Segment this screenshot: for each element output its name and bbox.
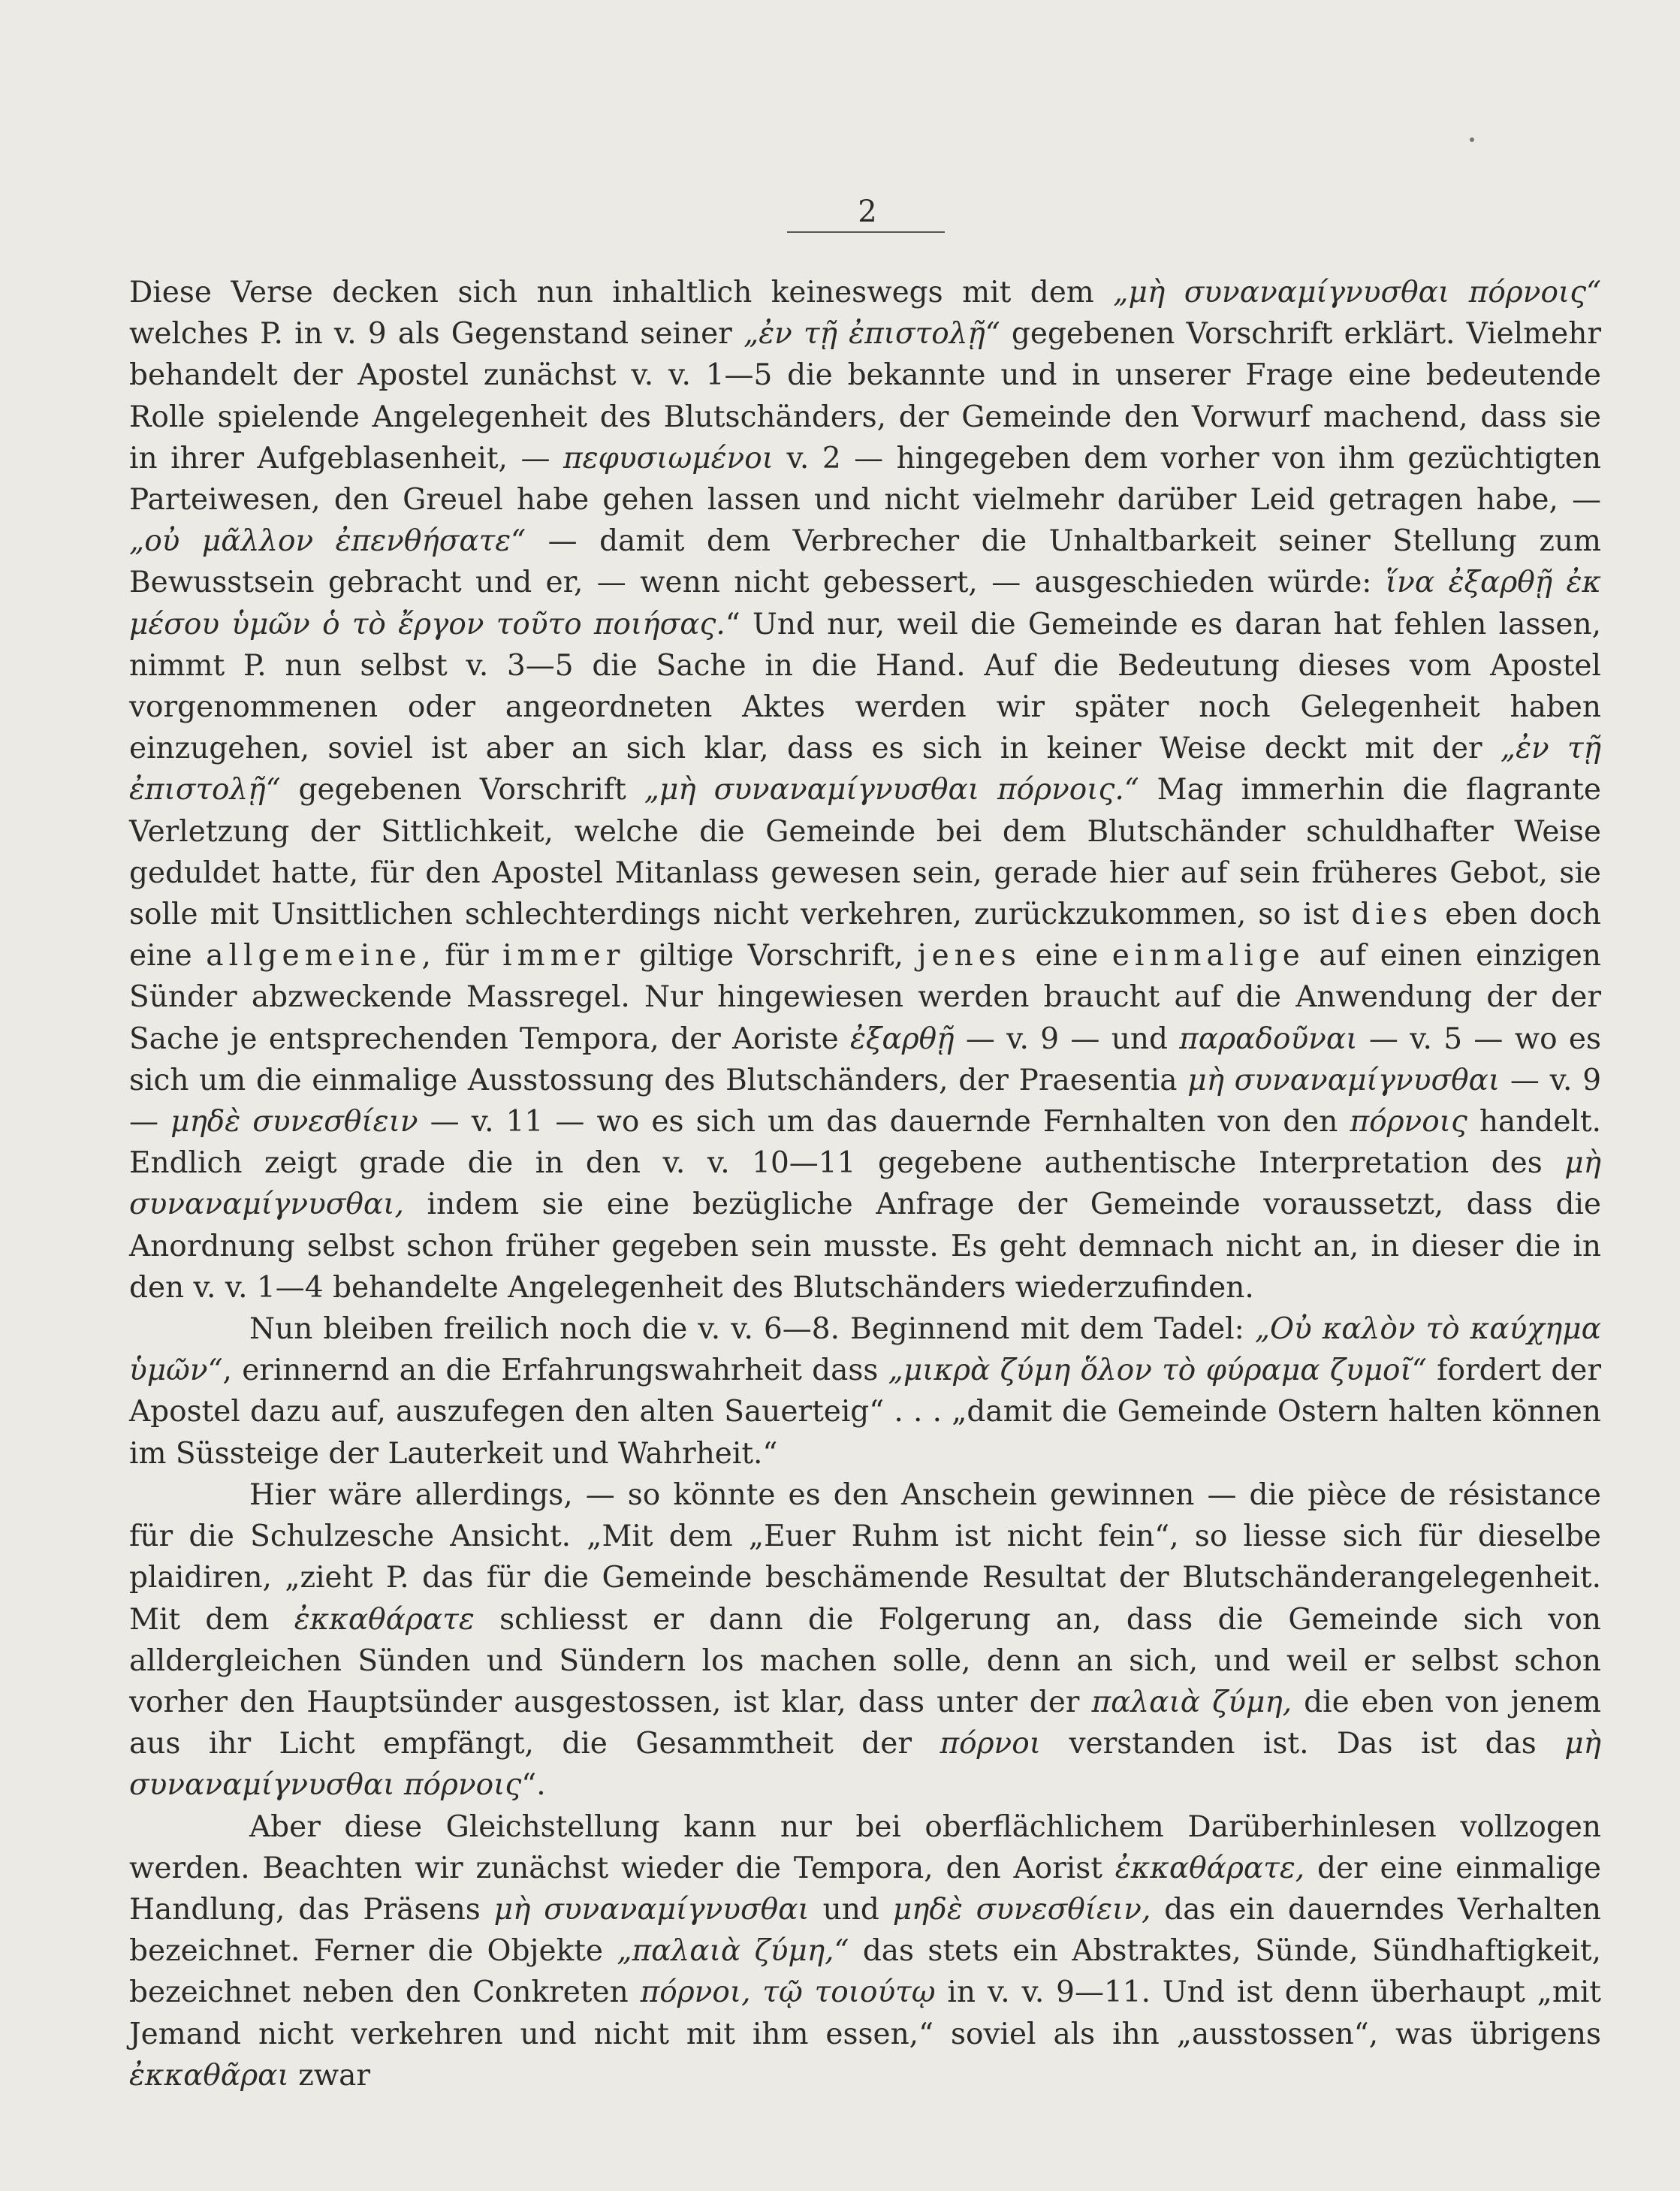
- greek-quote: μὴ συναναμίγνυσθαι πόρνοις: [129, 1727, 1601, 1803]
- text-run: eben doch eine: [129, 898, 1601, 973]
- text-run: gegebenen Vorschrift: [280, 773, 644, 807]
- text-run: — v. 9 —: [129, 1063, 1602, 1139]
- greek-quote: παραδοῦναι: [1179, 1022, 1358, 1056]
- text-run: und: [809, 1892, 893, 1927]
- greek-quote: „μὴ συναναμίγνυσθαι πόρνοις“: [1113, 276, 1601, 309]
- greek-quote: „παλαιὰ ζύμη,“: [617, 1934, 849, 1969]
- body-text: [129, 272, 1601, 2096]
- greek-quote: ἐκκαθάρατε: [294, 1602, 475, 1637]
- greek-quote: „ἐν τῇ ἐπιστολῇ“: [743, 317, 1000, 352]
- greek-quote: μηδὲ συνεσθίειν,: [892, 1892, 1151, 1927]
- text-run: eine: [1021, 939, 1112, 973]
- text-run: welches P. in v. 9 als Gegenstand seiner: [129, 317, 744, 352]
- text-run: schliesst er dann die Folgerung an, dass die Gemeinde sich von alldergleichen Sünden und Sündern los machen solle, denn an sich, und weil er selbst schon vorher den Hauptsünder ausgestossen, ist klar, dass unter der: [129, 1602, 1601, 1719]
- greek-quote: μὴ συναναμίγνυσθαι: [493, 1892, 810, 1927]
- page-number: 2: [858, 195, 877, 229]
- text-run: “ Und nur, weil die Gemeinde es daran hat fehlen lassen, nimmt P. nun selbst v. 3—5 die Sache in die Hand. Auf die Bedeutung dieses vom Apostel vorgenommenen oder angeordneten Aktes werden wir später noch Gelegenheit haben einzugehen, soviel ist aber an sich klar, dass es sich in keiner Weise deckt mit der: [129, 607, 1601, 766]
- greek-quote: ἐκκαθάρατε,: [1114, 1851, 1305, 1885]
- text-run: auf einen einzigen Sünder abzweckende Massregel. Nur hingewiesen werden braucht auf die Anwendung der der Sache je entsprechenden Tempora, der Aoriste: [129, 939, 1602, 1056]
- spaced-emphasis: allgemeine: [206, 939, 422, 973]
- text-run: in v. v. 9—11. Und ist denn überhaupt „mit Jemand nicht verkehren und nicht mit ihm essen,“ soviel als ihn „ausstossen“, was übrigens: [129, 1975, 1601, 2051]
- greek-quote: πόρνοι, τῷ τοιούτῳ: [640, 1975, 936, 2010]
- text-run: v. 2 — hingegeben dem vorher von ihm gezüchtigten Parteiwesen, den Greuel habe gehen lassen und nicht vielmehr darüber Leid getragen habe, —: [129, 441, 1601, 518]
- text-run: , erinnernd an die Erfahrungswahrheit dass: [222, 1354, 888, 1388]
- text-run: giltige Vorschrift,: [625, 939, 918, 973]
- greek-quote: ἐκκαθᾶραι: [129, 2058, 289, 2093]
- greek-quote: πόρνοις: [1350, 1105, 1467, 1139]
- text-run: verstanden ist. Das ist das: [1041, 1727, 1565, 1761]
- text-run: gegebenen Vorschrift erklärt. Vielmehr behandelt der Apostel zunächst v. v. 1—5 die bekannte und in unserer Frage eine bedeutende Rolle spielende Angelegenheit des Blutschänders, der Gemeinde den Vorwurf machend, dass sie in ihrer Aufgeblasenheit, —: [129, 317, 1601, 475]
- text-run: das stets ein Abstraktes, Sünde, Sündhaftigkeit, bezeichnet neben den Conkreten: [129, 1934, 1601, 2010]
- paragraph: [129, 272, 1601, 1308]
- text-run: Aber diese Gleichstellung kann nur bei oberflächlichem Darüberhinlesen vollzogen werden. Beachten wir zunächst wieder die Tempora, den Aorist: [129, 1809, 1601, 1885]
- greek-quote: πόρνοι: [940, 1727, 1041, 1761]
- greek-quote: μὴ συναναμίγνυσθαι: [1187, 1063, 1501, 1097]
- text-run: handelt. Endlich zeigt grade die in den v. v. 10—11 gegebene authentische Interpretation des: [129, 1105, 1601, 1181]
- paragraph: [129, 1806, 1601, 2096]
- greek-quote: „μικρὰ ζύμη ὅλον τὸ φύραμα ζυμοῖ“: [888, 1354, 1427, 1388]
- text-run: indem sie eine bezügliche Anfrage der Gemeinde voraussetzt, dass die Anordnung selbst schon früher gegeben sein musste. Es geht demnach nicht an, in dieser die in den v. v. 1—4 behandelte Angelegenheit des Blutschänders wiederzufinden.: [129, 1188, 1601, 1305]
- text-run: der eine einmalige Handlung, das Präsens: [129, 1851, 1602, 1927]
- greek-quote: „μὴ συναναμίγνυσθαι πόρνοις.“: [644, 773, 1139, 807]
- greek-quote: ἐξαρθῇ: [849, 1022, 955, 1056]
- text-run: Mag immerhin die flagrante Verletzung der Sittlichkeit, welche die Gemeinde bei dem Blutschänder schuldhafter Weise geduldet hatte, für den Apostel Mitanlass gewesen sein, gerade hier auf sein früheres Gebot, sie solle mit Unsittlichen schlechterdings nicht verkehren, zurückzukommen, so ist: [129, 773, 1601, 932]
- text-run: “.: [521, 1768, 546, 1803]
- header-rule: [787, 231, 945, 233]
- ink-speck: [1470, 137, 1474, 142]
- text-run: — damit dem Verbrecher die Unhaltbarkeit seiner Stellung zum Bewusstsein gebracht und er, — wenn nicht gebessert, — ausgeschieden würde:: [129, 524, 1601, 600]
- text-run: zwar: [288, 2058, 371, 2093]
- text-run: Nun bleiben freilich noch die v. v. 6—8. Beginnend mit dem Tadel:: [249, 1312, 1255, 1347]
- text-run: fordert der Apostel dazu auf, auszufegen den alten Sauerteig“ . . . „damit die Gemeinde Ostern halten können im Süssteige der Lauterkeit und Wahrheit.“: [129, 1354, 1602, 1471]
- greek-quote: „οὐ μᾶλλον ἐπενθήσατε“: [129, 524, 526, 559]
- greek-quote: ἵνα ἐξαρθῇ ἐκ μέσου ὑμῶν ὁ τὸ ἔργον τοῦτο ποιήσας.: [129, 566, 1601, 641]
- spaced-emphasis: immer: [502, 939, 626, 973]
- text-run: Diese Verse decken sich nun inhaltlich keineswegs mit dem: [129, 276, 1114, 309]
- paragraph: [129, 1308, 1601, 1474]
- spaced-emphasis: einmalige: [1111, 939, 1305, 973]
- text-run: — v. 11 — wo es sich um das dauernde Fernhalten von den: [418, 1105, 1350, 1139]
- text-run: die eben von jenem aus ihr Licht empfängt, die Gesammtheit der: [129, 1685, 1601, 1761]
- greek-quote: μηδὲ συνεσθίειν: [170, 1105, 418, 1139]
- text-run: das ein dauerndes Verhalten bezeichnet. Ferner die Objekte: [129, 1892, 1602, 1969]
- text-run: — v. 9 — und: [954, 1022, 1180, 1056]
- greek-quote: μὴ συναναμίγνυσθαι,: [129, 1146, 1601, 1222]
- text-run: Hier wäre allerdings, — so könnte es den Anschein gewinnen — die pièce de résistance für die Schulzesche Ansicht. „Mit dem „Euer Ruhm ist nicht fein“, so liesse sich für dieselbe plaidiren, „zieht P. das für die Gemeinde beschämende Resultat der Blutschänderangelegenheit. Mit dem: [129, 1477, 1601, 1637]
- spaced-emphasis: dies: [1351, 898, 1434, 932]
- paragraph: [129, 1474, 1601, 1806]
- text-run: , für: [421, 939, 503, 973]
- greek-quote: πεφυσιωμένοι: [563, 441, 774, 475]
- spaced-emphasis: jenes: [917, 939, 1021, 973]
- greek-quote: „Οὐ καλὸν τὸ καύχημα ὑμῶν“: [129, 1312, 1601, 1388]
- greek-quote: „ἐν τῇ ἐπιστολῇ“: [129, 732, 1601, 807]
- greek-quote: παλαιὰ ζύμη,: [1091, 1685, 1292, 1719]
- text-run: — v. 5 — wo es sich um die einmalige Ausstossung des Blutschänders, der Praesentia: [129, 1022, 1601, 1097]
